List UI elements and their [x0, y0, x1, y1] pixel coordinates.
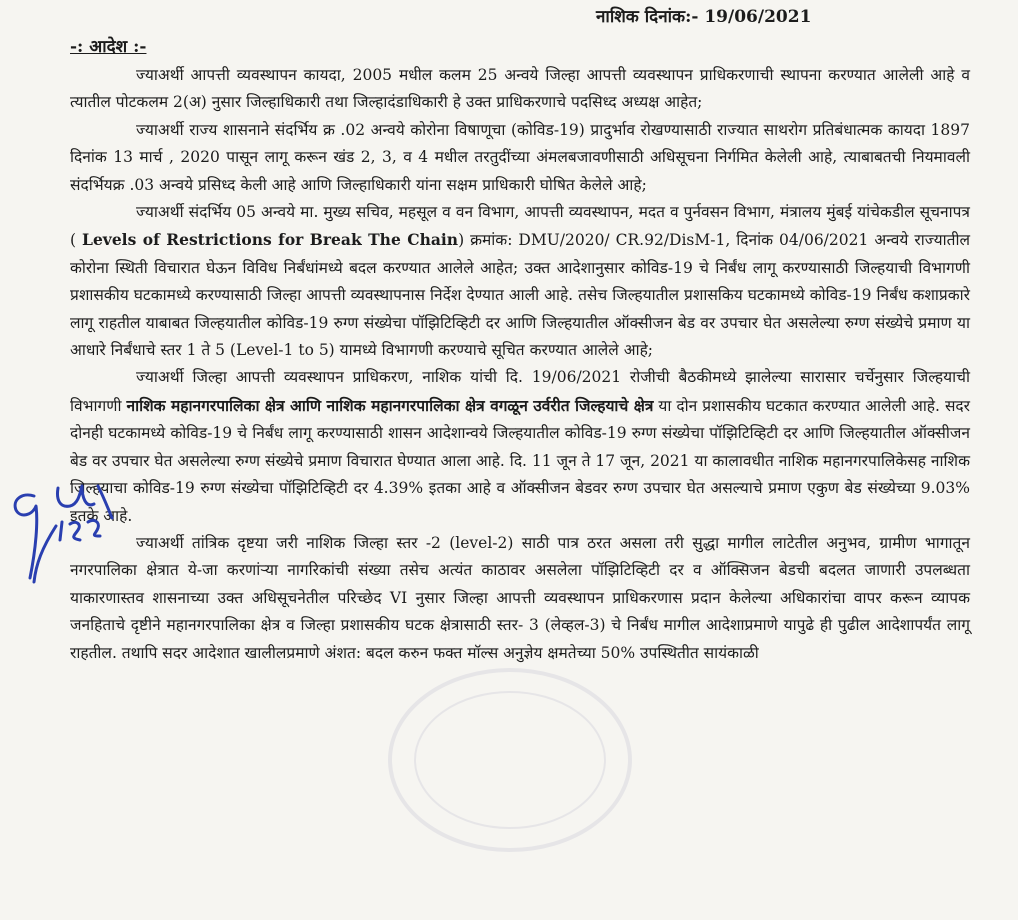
p3-part-b: ) क्रमांक: DMU/2020/ CR.92/DisM-1, दिनांक 04/06/2021 अन्वये राज्यातील कोरोना स्थिती विचारात घेऊन विविध निर्बंधांमध्ये बदल करण्यात आलेले आहेत; उक्त आदेशानुसार कोविड-19 चे निर्बंध लागू करण्यासाठी जिल्हयाची विभागणी प्रशासकीय घटकामध्ये करण्यासाठी जिल्हा आपत्ती व्यवस्थापनास निर्देश देण्यात आली आहे. तसेच जिल्हयातील प्रशासकिय घटकामध्ये कोविड-19 निर्बंध कशाप्रकारे लागू राहतील याबाबत जिल्हयातील कोविड-19 रुग्ण संख्येचा पॉझिटिव्हिटी दर आणि जिल्हयातील ऑक्सीजन बेड वर उपचार घेत असलेल्या रुग्ण संख्येचे प्रमाण या आधारे निर्बंधाचे स्तर 1 ते 5 (Level-1 to 5) यामध्ये विभागणी करण्याचे सूचित करण्यात आलेले आहे;: [70, 231, 970, 360]
p3-part-a: ज्याअर्थी संदर्भिय 05 अन्वये मा. मुख्य सचिव, महसूल व वन विभाग, आपत्ती व्यवस्थापन, मदत व पुर्नवसन विभाग, मंत्रालय मुंबई यांचेकडील सूचनापत्र (: [70, 203, 970, 250]
order-heading: -: आदेश :-: [70, 37, 147, 57]
faded-seal: [380, 660, 640, 860]
p3-bold-title: Levels of Restrictions for Break The Chain: [82, 230, 459, 250]
paragraph-level-3-restrictions: ज्याअर्थी तांत्रिक दृष्टया जरी नाशिक जिल्हा स्तर -2 (level-2) साठी पात्र ठरत असला तरी सुद्धा मागील लाटेतील अनुभव, ग्रामीण भागातून नगरपालिका क्षेत्रात ये-जा करणांऱ्या नागरिकांची संख्या तसेच अत्यंत काठावर असलेला पॉझिटिव्हिटी दर व ऑक्सिजन बेडची बदलत जाणारी उपलब्धता याकारणास्तव शासनाच्या उक्त अधिसूचनेतील परिच्छेद VI नुसार जिल्हा आपत्ती व्यवस्थापन प्राधिकरणास प्रदान केलेल्या अधिकारांचा वापर करून व्यापक जनहिताचे दृष्टीने महानगरपालिका क्षेत्र व जिल्हा प्रशासकीय घटक क्षेत्रासाठी स्तर- 3 (लेव्हल-3) चे निर्बंध मागील आदेशाप्रमाणे यापुढे ही पुढील आदेशापर्यंत लागू राहतील. तथापि सदर आदेशात खालीलप्रमाणे अंशत: बदल करुन फक्त मॉल्स अनुज्ञेय क्षमतेच्या 50% उपस्थितीत सायंकाळी: [70, 533, 970, 662]
order-body: [70, 62, 970, 667]
header-date: नाशिक दिनांक:- 19/06/2021: [596, 7, 812, 27]
paragraph-district-division: [70, 364, 970, 529]
p4-bold-units: नाशिक महानगरपालिका क्षेत्र आणि नाशिक महानगरपालिका क्षेत्र वगळून उर्वरीत जिल्हयाचे क्षेत्र: [126, 395, 654, 415]
paragraph-epidemic-act: ज्याअर्थी राज्य शासनाने संदर्भिय क्र .02 अन्वये कोरोना विषाणूचा (कोविड-19) प्रादुर्भाव रोखण्यासाठी राज्यात साथरोग प्रतिबंधात्मक कायदा 1897 दिनांक 13 मार्च , 2020 पासून लागू करून खंड 2, 3, व 4 मधील तरतुदींच्या अंमलबजावणीसाठी अधिसूचना निर्गमित केलेली आहे, त्याबाबतची नियमावली संदर्भियक्र .03 अन्वये प्रसिध्द केली आहे आणि जिल्हाधिकारी यांना सक्षम प्राधिकारी घोषित केलेले आहे;: [70, 120, 970, 194]
p4-part-a: ज्याअर्थी जिल्हा आपत्ती व्यवस्थापन प्राधिकरण, नाशिक यांची दि. 19/06/2021 रोजीची बैठकीमध्ये झालेल्या सारासार चर्चेनुसार जिल्हयाची विभागणी: [70, 368, 970, 415]
paragraph-disaster-act: ज्याअर्थी आपत्ती व्यवस्थापन कायदा, 2005 मधील कलम 25 अन्वये जिल्हा आपत्ती व्यवस्थापन प्राधिकरणाची स्थापना करण्यात आलेली आहे व त्यातील पोटकलम 2(अ) नुसार जिल्हाधिकारी तथा जिल्हादंडाधिकारी हे उक्त प्राधिकरणाचे पदसिध्द अध्यक्ष आहेत;: [70, 66, 970, 112]
paragraph-break-the-chain: [70, 199, 970, 364]
p4-part-b: या दोन प्रशासकीय घटकात करण्यात आलेली आहे. सदर दोनही घटकामध्ये कोविड-19 चे निर्बंध लागू करण्यासाठी शासन आदेशान्वये जिल्हयातील कोविड-19 रुग्ण संख्येचा पॉझिटिव्हिटी दर आणि जिल्हयातील ऑक्सीजन बेड वर उपचार घेत असलेल्या रुग्ण संख्येचे प्रमाण विचारात घेण्यात आला आहे. दि. 11 जून ते 17 जून, 2021 या कालावधीत नाशिक महानगरपालिकेसह नाशिक जिल्हयाचा कोविड-19 रुग्ण संख्येचा पॉझिटिव्हिटी दर 4.39% इतका आहे व ऑक्सीजन बेडवर रुग्ण उपचार घेत असल्याचे प्रमाण एकुण बेड संख्येच्या 9.03% इतके आहे.: [70, 396, 970, 525]
